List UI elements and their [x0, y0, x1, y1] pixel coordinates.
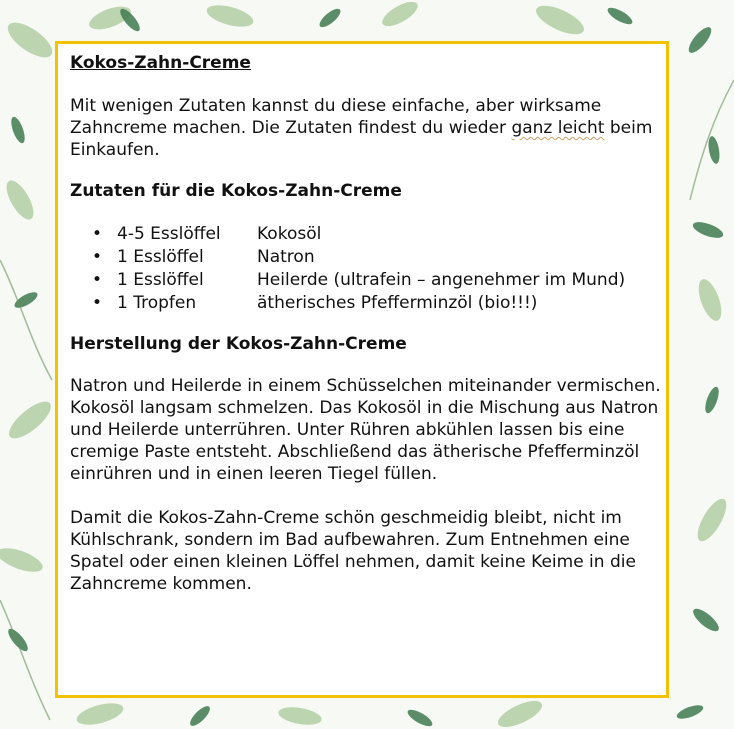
bullet-icon: • — [92, 224, 103, 244]
list-item — [70, 223, 666, 246]
list-item — [70, 246, 666, 269]
intro-paragraph — [70, 95, 666, 161]
ingredient-name: Kokosöl — [257, 224, 322, 244]
list-item — [70, 269, 666, 292]
ingredients-heading: Zutaten für die Kokos-Zahn-Creme — [70, 181, 402, 201]
bullet-icon: • — [92, 270, 103, 290]
spellcheck-flagged-text: ganz leicht — [511, 118, 605, 138]
method-paragraph: Natron und Heilerde in einem Schüsselchen miteinander vermischen. Kokosöl langsam schmelzen. Das Kokosöl in die Mischung aus Natron und Heilerde unterrühren. Unter Rühren abkühlen lassen bis eine cremige Paste entsteht. Abschließend das ätherische Pfefferminzöl einrühren und in einen leeren Tiegel füllen. — [70, 376, 661, 484]
list-item — [70, 292, 666, 315]
ingredient-name: Heilerde (ultrafein – angenehmer im Mund) — [257, 270, 626, 290]
intro-text-start: Mit wenigen Zutaten kannst du diese einfache, aber wirksame Zahncreme machen. Die Zutaten findest du wieder — [70, 96, 602, 138]
recipe-card — [55, 41, 669, 698]
page-title: Kokos-Zahn-Creme — [70, 53, 251, 73]
intro-text-end: beim Einkaufen. — [70, 118, 653, 160]
ingredient-amount: 1 Esslöffel — [117, 247, 204, 267]
method-heading: Herstellung der Kokos-Zahn-Creme — [70, 334, 407, 354]
ingredient-amount: 1 Esslöffel — [117, 270, 204, 290]
storage-paragraph: Damit die Kokos-Zahn-Creme schön geschmeidig bleibt, nicht im Kühlschrank, sondern im Bad aufbewahren. Zum Entnehmen eine Spatel oder einen kleinen Löffel nehmen, damit keine Keime in die Zahncreme kommen. — [70, 508, 636, 594]
bullet-icon: • — [92, 247, 103, 267]
ingredient-name: Natron — [257, 247, 315, 267]
ingredient-amount: 4-5 Esslöffel — [117, 224, 221, 244]
ingredients-list — [70, 223, 666, 315]
ingredient-amount: 1 Tropfen — [117, 293, 197, 313]
ingredient-name: ätherisches Pfefferminzöl (bio!!!) — [257, 293, 538, 313]
bullet-icon: • — [92, 293, 103, 313]
